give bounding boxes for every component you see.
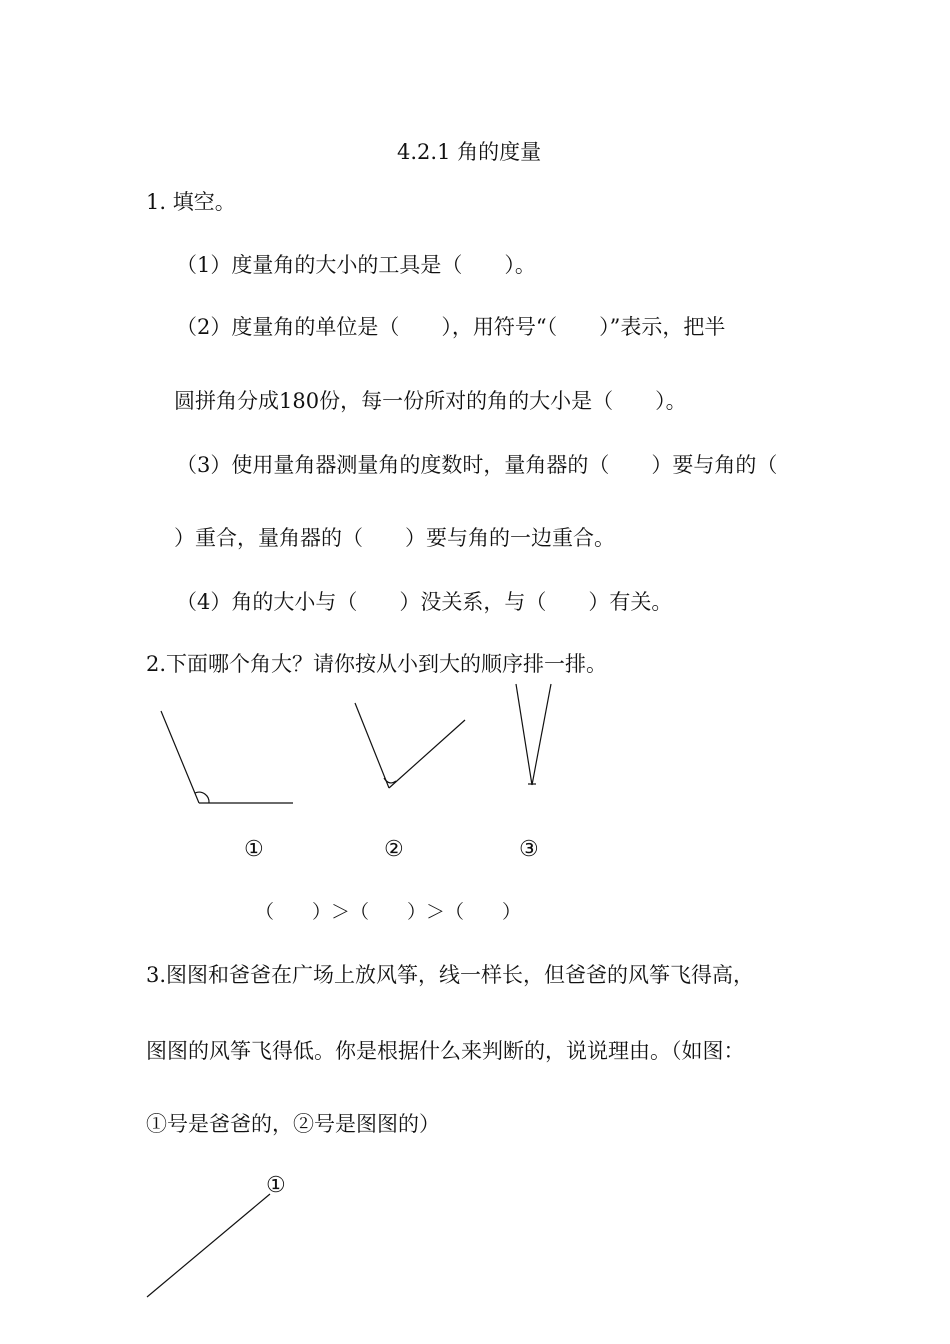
angle-2-ray-right [389, 720, 465, 788]
q2-heading: 2.下面哪个角大？请你按从小到大的顺序排一排。 [146, 652, 608, 676]
q2-answer-blanks: （ ）＞（ ）＞（ ） [255, 901, 522, 923]
kite-1-string [147, 1194, 270, 1297]
angle-2-ray-left [355, 703, 389, 788]
angle-1-label: ① [244, 837, 264, 862]
angle-1-figure [161, 711, 293, 803]
angle-3-ray-right [532, 684, 551, 785]
angle-2-figure [355, 703, 465, 788]
angle-3-ray-left [516, 684, 532, 785]
q3-line-3: ①号是爸爸的，②号是图图的） [146, 1112, 440, 1136]
angle-1-ray-upper [161, 711, 199, 803]
kite-line-figure [147, 1194, 270, 1297]
angle-3-figure [516, 684, 551, 785]
q1-item-3-line-2: ）重合，量角器的（ ）要与角的一边重合。 [174, 526, 615, 550]
q1-heading: 1. 填空。 [146, 190, 236, 214]
page-title: 4.2.1 角的度量 [397, 140, 542, 164]
angle-2-label: ② [384, 837, 404, 862]
angle-3-label: ③ [519, 837, 539, 862]
q3-line-2: 图图的风筝飞得低。你是根据什么来判断的，说说理由。（如图： [146, 1039, 745, 1063]
q1-item-2-line-2: 圆拼角分成180份，每一份所对的角的大小是（ ）。 [174, 389, 687, 413]
kite-1-label: ① [266, 1173, 286, 1198]
angle-1-arc [195, 792, 209, 803]
q1-item-2-line-1: （2）度量角的单位是（ ），用符号“（ ）”表示，把半 [176, 315, 726, 339]
q1-item-1: （1）度量角的大小的工具是（ ）。 [176, 253, 536, 277]
q1-item-3-line-1: （3）使用量角器测量角的度数时，量角器的（ ）要与角的（ [176, 453, 778, 477]
q3-line-1: 3.图图和爸爸在广场上放风筝，线一样长，但爸爸的风筝飞得高， [146, 963, 755, 987]
q1-item-4: （4）角的大小与（ ）没关系，与（ ）有关。 [176, 590, 673, 614]
angle-2-arc [384, 778, 396, 783]
